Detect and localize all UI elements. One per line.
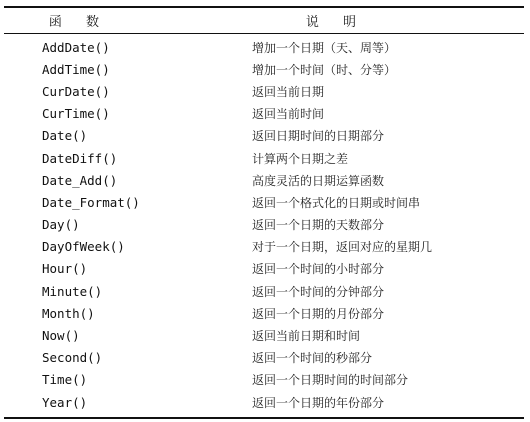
table-bottom-rule bbox=[4, 417, 524, 419]
table-row bbox=[4, 324, 524, 346]
function-description: 增加一个时间（时、分等） bbox=[252, 62, 397, 77]
function-description: 返回一个时间的分钟部分 bbox=[252, 284, 385, 299]
header-function: 函 数 bbox=[48, 15, 110, 30]
table-row bbox=[4, 125, 524, 147]
function-name: Time() bbox=[42, 372, 88, 388]
function-description: 对于一个日期，返回对应的星期几 bbox=[252, 240, 433, 255]
function-description: 高度灵活的日期运算函数 bbox=[252, 173, 385, 188]
function-name: CurDate() bbox=[42, 83, 110, 99]
table-row bbox=[4, 169, 524, 191]
function-name: Day() bbox=[42, 217, 80, 233]
function-name: Now() bbox=[42, 328, 80, 344]
function-description: 返回当前日期和时间 bbox=[252, 329, 361, 344]
table-row bbox=[4, 58, 524, 80]
function-name: DayOfWeek() bbox=[42, 239, 125, 255]
table-row bbox=[4, 191, 524, 213]
function-name: AddTime() bbox=[42, 61, 110, 77]
table-row bbox=[4, 103, 524, 125]
function-description: 返回一个日期的月份部分 bbox=[252, 306, 385, 321]
table-row bbox=[4, 280, 524, 302]
function-description: 返回一个日期的天数部分 bbox=[252, 218, 385, 233]
function-description: 返回一个时间的小时部分 bbox=[252, 262, 385, 277]
table-row bbox=[4, 391, 524, 413]
table-row bbox=[4, 258, 524, 280]
table-row bbox=[4, 36, 524, 58]
function-description: 增加一个日期（天、周等） bbox=[252, 40, 397, 55]
header-description: 说 明 bbox=[305, 15, 367, 30]
function-description: 返回一个格式化的日期或时间串 bbox=[252, 195, 421, 210]
function-description: 返回当前日期 bbox=[252, 84, 325, 99]
table-row bbox=[4, 347, 524, 369]
function-name: Date_Format() bbox=[42, 194, 140, 210]
function-name: CurTime() bbox=[42, 106, 110, 122]
function-description: 返回日期时间的日期部分 bbox=[252, 129, 385, 144]
function-name: AddDate() bbox=[42, 39, 110, 55]
function-description: 返回一个日期时间的时间部分 bbox=[252, 373, 409, 388]
function-description: 返回一个日期的年份部分 bbox=[252, 395, 385, 410]
function-description: 返回一个时间的秒部分 bbox=[252, 351, 373, 366]
date-functions-table bbox=[4, 6, 524, 419]
function-name: Date_Add() bbox=[42, 172, 118, 188]
table-row bbox=[4, 147, 524, 169]
function-name: Minute() bbox=[42, 283, 103, 299]
table-row bbox=[4, 369, 524, 391]
function-name: Hour() bbox=[42, 261, 88, 277]
table-row bbox=[4, 80, 524, 102]
table-header bbox=[4, 8, 524, 33]
function-name: Year() bbox=[42, 394, 88, 410]
function-description: 返回当前时间 bbox=[252, 107, 325, 122]
table-body bbox=[4, 34, 524, 417]
table-row bbox=[4, 236, 524, 258]
table-row bbox=[4, 214, 524, 236]
function-name: Second() bbox=[42, 350, 103, 366]
function-name: Date() bbox=[42, 128, 88, 144]
function-description: 计算两个日期之差 bbox=[252, 151, 349, 166]
function-name: DateDiff() bbox=[42, 150, 118, 166]
function-name: Month() bbox=[42, 305, 95, 321]
table-row bbox=[4, 302, 524, 324]
